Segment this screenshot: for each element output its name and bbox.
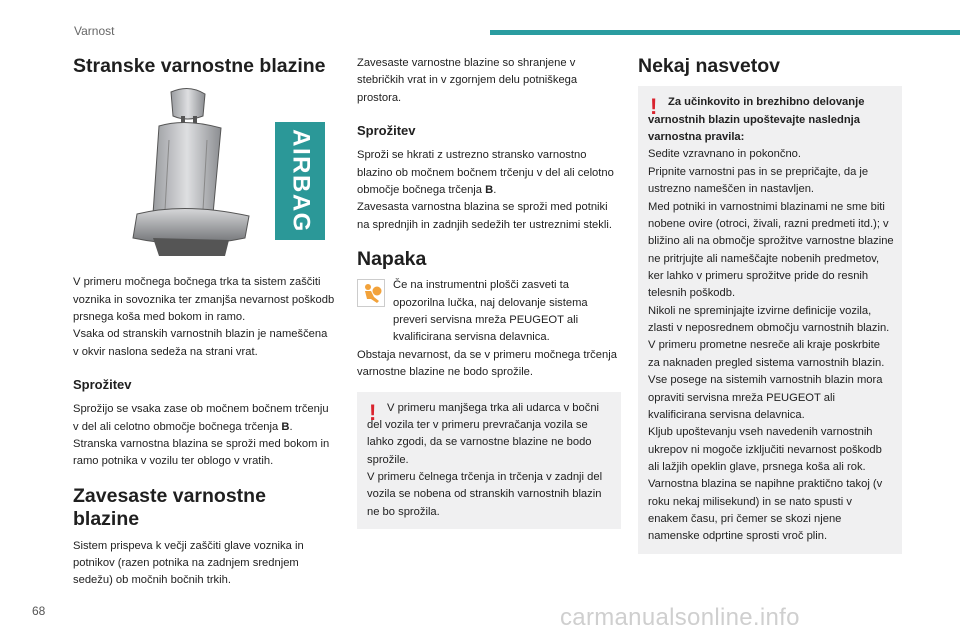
paragraph: Sistem prispeva k večji zaščiti glave voznika in potnikov (razen potnika na zadnjem srednjem sedežu) ob močnih bočnih trkih. (73, 539, 304, 587)
header-accent-bar (490, 30, 960, 35)
paragraph: Zavesaste varnostne blazine so shranjene v stebričkih vrat in v zgornjem delu potniškega prostora. (357, 57, 578, 104)
seat-airbag-figure (73, 86, 335, 264)
tip-text: V primeru prometne nesreče ali kraje poskrbite za naknaden pregled sistema varnostnih blazin. (648, 339, 885, 369)
section-title: Varnost (74, 24, 115, 38)
warning-text: V primeru manjšega trka ali udarca v bočni del vozila ter v primeru prevračanja vozila se lahko zgodi, da se varnostne blazine ne bodo sprožile. (367, 401, 600, 466)
tip-text: Sedite vzravnano in pokončno. (648, 148, 801, 161)
tip-text: Nikoli ne spreminjajte izvirne definicije vozila, zlasti v neposrednem območju varnostnih blazin. (648, 304, 890, 335)
column-1 (73, 55, 335, 590)
subheading-triggering: Sprožitev (357, 123, 416, 139)
paragraph: Vsaka od stranskih varnostnih blazin je nameščena v okvir naslona sedeža na strani vrat. (73, 328, 328, 358)
page-number: 68 (32, 604, 46, 618)
tip-text: Pripnite varnostni pas in se prepričajte, da je ustrezno nameščen in nastavljen. (648, 165, 869, 196)
warning-exclamation-icon: ! (369, 399, 377, 425)
paragraph: V primeru močnega bočnega trka ta sistem zaščiti voznika in sovoznika ter zmanjša nevarnost poškodb prsnega koša med bokom in ramo. (73, 276, 335, 324)
paragraph: Sproži se hkrati z ustrezno stransko varnostno blazino ob močnem bočnem trčenju v del ali celotno območje bočnega trčenja B. (357, 149, 614, 196)
tip-text: Med potniki in varnostnimi blazinami ne sme biti nobene ovire (otroci, živali, razni predmeti itd.); v bližino ali na območje sprožitve varnostne blazine ne pritrjujte ali nameščajte nobenih predmetov, ker lahko v primeru sprožitve pride do resnih telesnih poškodb. (648, 200, 894, 300)
tip-text: Kljub upoštevanju vseh navedenih varnostnih ukrepov ni mogoče izključiti nevarnost poškodb ali lažjih opeklin glave, prsnega koša ali rok. Varnostna blazina se napihne praktično takoj (v roku nekaj milisekund) in se nato spusti v enakem času, pri čemer se skozi njene namenske odprtine sprosti vroč plin. (648, 426, 883, 543)
paragraph: Zavesasta varnostna blazina se sproži med potniki na sprednjih in zadnjih sedežih ter ustreznimi stekli. (357, 201, 612, 231)
paragraph: Če na instrumentni plošči zasveti ta opozorilna lučka, naj delovanje sistema preveri servisna mreža PEUGEOT ali kvalificirana servisna delavnica. (393, 279, 588, 344)
paragraph: Stranska varnostna blazina se sproži med bokom in ramo potnika v vozilu ter oblogo v vratih. (73, 438, 330, 468)
tip-text: Vse posege na sistemih varnostnih blazin mora opraviti servisna mreža PEUGEOT ali kvalificirana servisna delavnica. (648, 374, 883, 421)
subheading-triggering: Sprožitev (73, 377, 132, 393)
tips-box (638, 86, 902, 553)
column-2 (357, 55, 621, 529)
heading-side-airbags: Stranske varnostne blazine (73, 55, 326, 77)
paragraph: Obstaja nevarnost, da se v primeru močnega trčenja varnostne blazine ne bodo sprožile. (357, 348, 617, 379)
airbag-label-text: AIRBAG (287, 129, 315, 234)
airbag-warning-lamp-icon (357, 279, 385, 307)
heading-curtain-airbags: Zavesaste varnostne blazine (73, 484, 266, 531)
column-3 (638, 55, 902, 554)
warning-box (357, 392, 621, 530)
seat-illustration (73, 86, 335, 264)
warning-exclamation-icon: ! (650, 94, 658, 120)
tips-intro: Za učinkovito in brezhibno delovanje varnostnih blazin upoštevajte naslednja varnostna pravila: (648, 96, 865, 144)
warning-text: V primeru čelnega trčenja in trčenja v zadnji del vozila se nobena od stranskih varnostnih blazin ne bo sprožila. (367, 471, 603, 518)
watermark: carmanualsonline.info (560, 604, 800, 631)
heading-tips: Nekaj nasvetov (638, 55, 780, 77)
paragraph: Sprožijo se vsaka zase ob močnem bočnem trčenju v del ali celotno območje bočnega trčenja B. (73, 403, 329, 433)
heading-fault: Napaka (357, 248, 427, 271)
fault-block (357, 277, 621, 346)
